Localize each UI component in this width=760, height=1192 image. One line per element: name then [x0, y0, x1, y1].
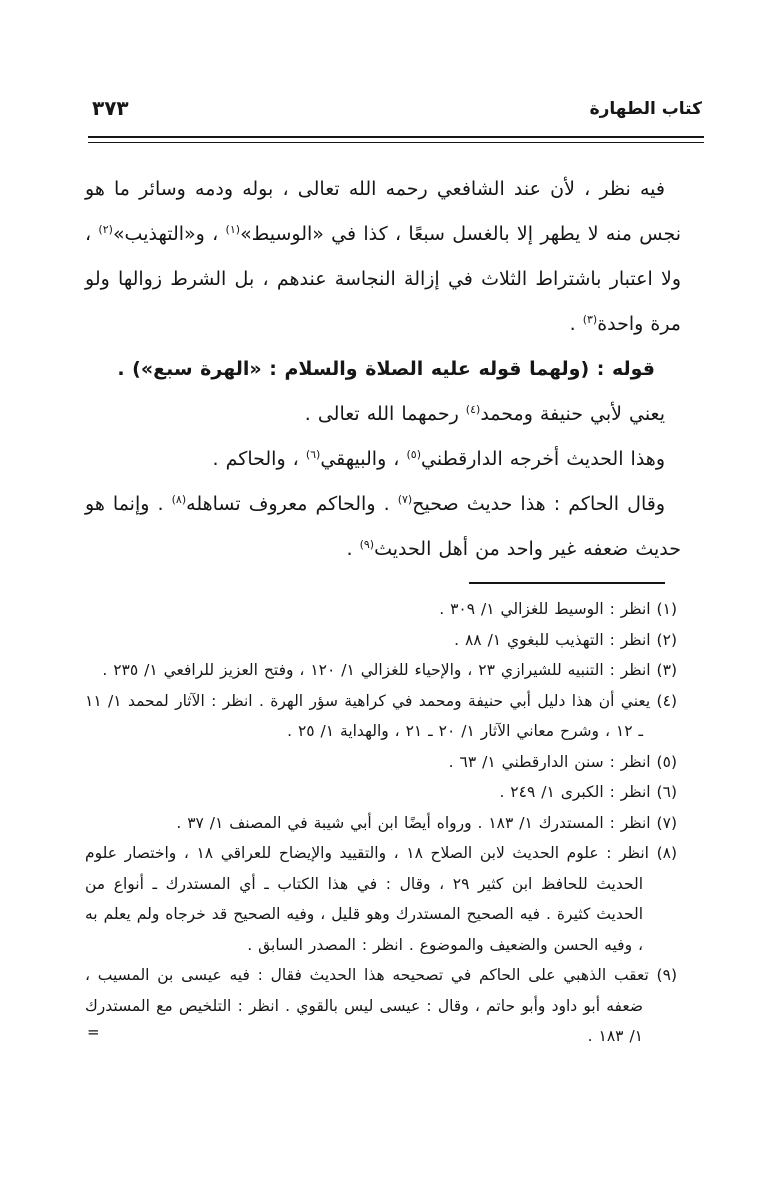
continuation-marker: =	[87, 1023, 100, 1041]
body-paragraph: فيه نظر ، لأن عند الشافعي رحمه الله تعالى ، بوله ودمه وسائر ما هو نجس منه لا يطهر إلا بالغسل سبعًا ، كذا في «الوسيط»$^{(١)}$ ، و«التهذيب»$^{(٢)}$ ، ولا اعتبار باشتراط الثلاث في إزالة النجاسة عندهم ، بل الشرط زوالها ولو مرة واحدة$^{(٣)}$ .	[85, 178, 681, 335]
footnote-number: (٥)	[656, 752, 677, 771]
footnote-item	[85, 960, 677, 1052]
footnote-number: (٨)	[656, 844, 678, 862]
footnote-number: (٩)	[656, 966, 677, 984]
footnote-text: انظر : التهذيب للبغوي ١/ ٨٨ .	[454, 630, 657, 649]
footnote-number: (٢)	[656, 630, 677, 649]
footnotes-section	[85, 594, 677, 1052]
body-paragraph: وقال الحاكم : هذا حديث صحيح$^{(٧)}$ . والحاكم معروف تساهله$^{(٨)}$ . وإنما هو حديث ضعفه غير واحد من أهل الحديث$^{(٩)}$ .	[85, 493, 681, 560]
footnote-item	[85, 686, 677, 747]
footnote-text: انظر : الوسيط للغزالي ١/ ٣٠٩ .	[439, 600, 657, 618]
book-title: كتاب الطهارة	[589, 99, 702, 119]
footnote-separator-rule	[469, 582, 665, 584]
footnote-number: (٤)	[656, 691, 677, 710]
body-text	[85, 167, 681, 572]
footnote-number: (٧)	[656, 813, 677, 832]
footnote-text: انظر : التنبيه للشيرازي ٢٣ ، والإحياء للغزالي ١/ ١٢٠ ، وفتح العزيز للرافعي ١/ ٢٣٥ .	[102, 661, 657, 679]
footnote-number: (١)	[656, 600, 677, 618]
footnote-text: انظر : المستدرك ١/ ١٨٣ . ورواه أيضًا ابن أبي شيبة في المصنف ١/ ٣٧ .	[176, 813, 657, 832]
footnote-item	[85, 777, 677, 808]
page-header	[88, 96, 704, 126]
page-number: ٣٧٣	[92, 96, 129, 120]
footnote-text: تعقب الذهبي على الحاكم في تصحيحه هذا الحديث فقال : فيه عيسى بن المسيب ، ضعفه أبو داود وأبو حاتم ، وقال : عيسى ليس بالقوي . انظر : التلخيص مع المستدرك ١/ ١٨٣ .	[85, 966, 657, 1045]
footnote-item	[85, 838, 677, 960]
footnote-item	[85, 808, 677, 839]
body-paragraph: وهذا الحديث أخرجه الدارقطني$^{(٥)}$ ، والبيهقي$^{(٦)}$ ، والحاكم .	[212, 448, 665, 470]
footnote-item	[85, 594, 677, 625]
footnote-item	[85, 625, 677, 656]
footnote-item	[85, 747, 677, 778]
footnote-text: انظر : الكبرى ١/ ٢٤٩ .	[499, 783, 657, 801]
body-paragraph: يعني لأبي حنيفة ومحمد$^{(٤)}$ رحمهما الله تعالى .	[304, 403, 665, 425]
footnote-number: (٣)	[656, 661, 677, 679]
header-double-rule	[88, 136, 704, 143]
footnote-number: (٦)	[656, 783, 677, 801]
footnote-item	[85, 655, 677, 686]
footnote-text: يعني أن هذا دليل أبي حنيفة ومحمد في كراهية سؤر الهرة . انظر : الآثار لمحمد ١/ ١١ ـ ١٢ ، وشرح معاني الآثار ١/ ٢٠ ـ ٢١ ، والهداية ١/ ٢٥ .	[85, 691, 657, 740]
body-paragraph: قوله : (ولهما قوله عليه الصلاة والسلام : «الهرة سبع») .	[117, 358, 655, 380]
footnote-text: انظر : علوم الحديث لابن الصلاح ١٨ ، والتقييد والإيضاح للعراقي ١٨ ، واختصار علوم الحديث للحافظ ابن كثير ٢٩ ، وقال : في هذا الكتاب ـ أي المستدرك ـ أنواع من الحديث كثيرة . فيه الصحيح المستدرك وهو قليل ، وفيه الصحيح قد خرجاه ولم يعلم به ، وفيه الحسن والضعيف والموضوع . انظر : المصدر السابق .	[85, 844, 657, 954]
footnote-text: انظر : سنن الدارقطني ١/ ٦٣ .	[448, 752, 657, 771]
